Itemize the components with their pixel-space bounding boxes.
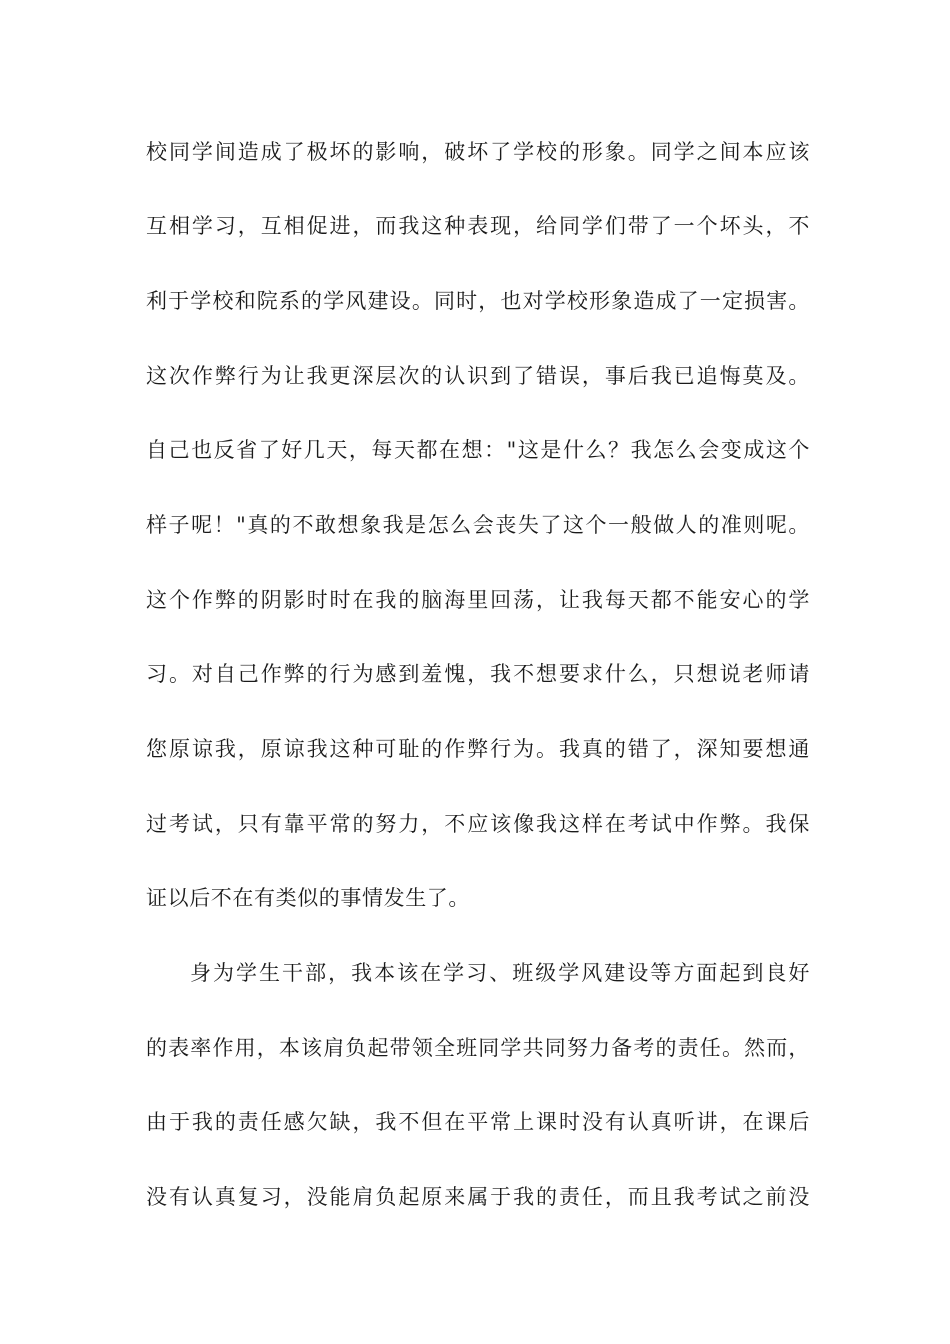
text-line: 证以后不在有类似的事情发生了。 [146, 886, 470, 910]
text-line: 的表率作用，本该肩负起带领全班同学共同努力备考的责任。然而， [146, 1036, 810, 1060]
text-line: 自己也反省了好几天，每天都在想："这是什么？我怎么会变成这个 [146, 438, 810, 462]
text-line: 校同学间造成了极坏的影响，破坏了学校的形象。同学之间本应该 [146, 140, 810, 164]
text-line: 这个作弊的阴影时时在我的脑海里回荡，让我每天都不能安心的学 [146, 588, 810, 612]
text-line: 习。对自己作弊的行为感到羞愧，我不想要求什么，只想说老师请 [146, 662, 810, 686]
text-line: 利于学校和院系的学风建设。同时，也对学校形象造成了一定损害。 [146, 289, 810, 313]
text-line: 这次作弊行为让我更深层次的认识到了错误，事后我已追悔莫及。 [146, 364, 810, 388]
text-line: 样子呢！"真的不敢想象我是怎么会丧失了这个一般做人的准则呢。 [146, 513, 810, 537]
paragraph-first-line: 身为学生干部，我本该在学习、班级学风建设等方面起到良好 [190, 961, 810, 985]
text-line: 您原谅我，原谅我这种可耻的作弊行为。我真的错了，深知要想通 [146, 737, 810, 761]
text-line: 没有认真复习，没能肩负起原来属于我的责任，而且我考试之前没 [146, 1185, 810, 1209]
text-line: 过考试，只有靠平常的努力，不应该像我这样在考试中作弊。我保 [146, 812, 810, 836]
text-line: 互相学习，互相促进，而我这种表现，给同学们带了一个坏头，不 [146, 214, 810, 238]
text-line: 由于我的责任感欠缺，我不但在平常上课时没有认真听讲，在课后 [146, 1110, 810, 1134]
